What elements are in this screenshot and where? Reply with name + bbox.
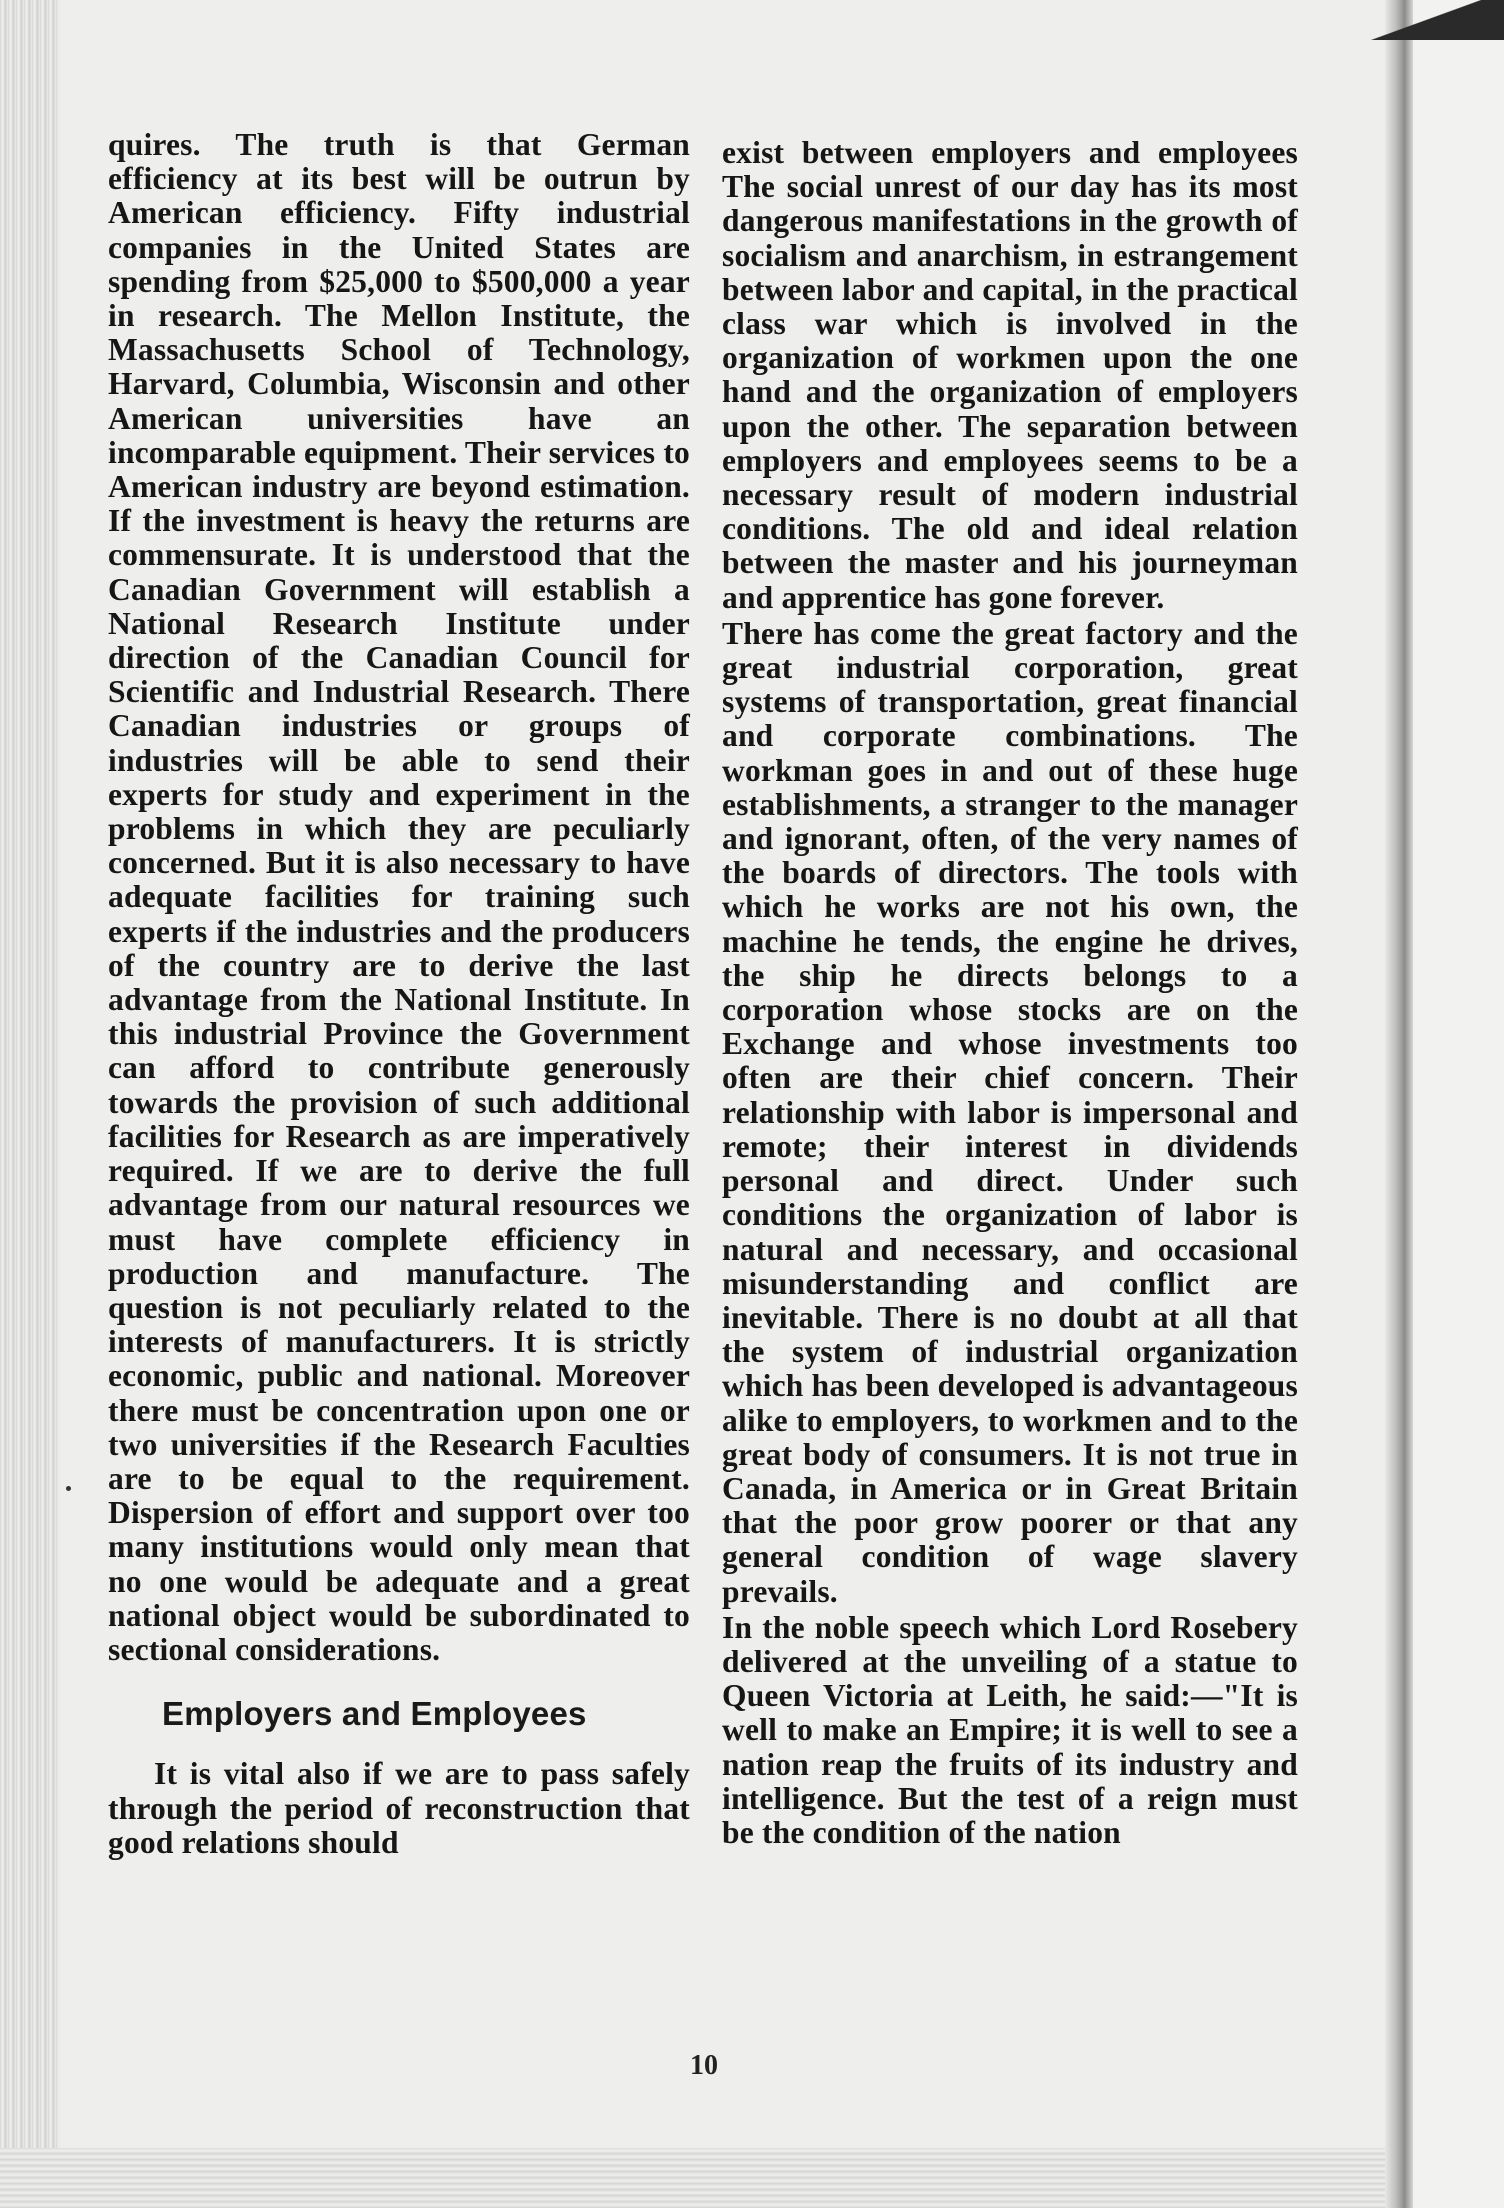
page-bottom-edge [0, 2148, 1420, 2208]
right-text-column [722, 136, 1298, 1850]
right-paragraph-2: There has come the great factory and the great industrial corporation, great systems of transportation, great financial and corporate combinations. The workman goes in and out of these huge establishments, a stranger to the manager and ignorant, often, of the very names of the boards of directors. The tools with which he works are not his own, the machine he tends, the engine he drives, the ship he directs belongs to a corporation whose stocks are on the Exchange and whose investments too often are their chief concern. Their relationship with labor is impersonal and remote; their interest in dividends personal and direct. Under such conditions the organization of labor is natural and necessary, and occasional misunderstanding and conflict are inevitable. There is no doubt at all that the system of industrial organization which has been developed is advantageous alike to employers, to workmen and to the great body of consumers. It is not true in Canada, in America or in Great Britain that the poor grow poorer or that any general condition of wage slavery prevails. [722, 615, 1298, 1609]
scan-speck [66, 1486, 71, 1491]
facing-page-edge [1413, 0, 1504, 2208]
scan-corner-shadow [1370, 0, 1504, 40]
book-gutter [1385, 0, 1413, 2208]
left-paragraph-1: quires. The truth is that German efficiency at its best will be outrun by American efficiency. Fifty industrial companies in the United States are spending from $25,000 to $500,000 a year in research. The Mellon Institute, the Massachusetts School of Technology, Harvard, Columbia, Wisconsin and other American universities have an incomparable equipment. Their services to American industry are beyond estimation. If the investment is heavy the returns are commensurate. It is understood that the Canadian Government will establish a National Research Institute under direction of the Canadian Council for Scientific and Industrial Research. There Canadian industries or groups of industries will be able to send their experts for study and experiment in the problems in which they are peculiarly concerned. But it is also necessary to have adequate facilities for training such experts if the industries and the producers of the country are to derive the last advantage from the National Institute. In this industrial Province the Government can afford to contribute generously towards the provision of such additional facilities for Research as are imperatively required. If we are to derive the full advantage from our natural resources we must have complete efficiency in production and manufacture. The question is not peculiarly related to the interests of manufacturers. It is strictly economic, public and national. Moreover there must be concentration upon one or two universities if the Research Faculties are to be equal to the requirement. Dispersion of effort and support over too many institutions would only mean that no one would be adequate and a great national object would be subordinated to sectional considerations. [108, 127, 690, 1667]
left-paragraph-2: It is vital also if we are to pass safely through the period of reconstruction that good relations should [108, 1756, 690, 1860]
left-text-column [108, 128, 690, 1860]
right-paragraph-1: exist between employers and employees The social unrest of our day has its most dangerous manifestations in the growth of socialism and anarchism, in estrangement between labor and capital, in the practical class war which is involved in the organization of workmen upon the one hand and the organization of employers upon the other. The separation between employers and employees seems to be a necessary result of modern industrial conditions. The old and ideal relation between the master and his journeyman and apprentice has gone forever. [722, 135, 1298, 615]
page-number: 10 [690, 2050, 718, 2081]
section-heading: Employers and Employees [162, 1695, 587, 1733]
page-stack-edge [0, 0, 60, 2208]
right-paragraph-3: In the noble speech which Lord Rosebery delivered at the unveiling of a statue to Queen Victoria at Leith, he said:—"It is well to make an Empire; it is well to see a nation reap the fruits of its industry and intelligence. But the test of a reign must be the condition of the nation [722, 1609, 1298, 1850]
